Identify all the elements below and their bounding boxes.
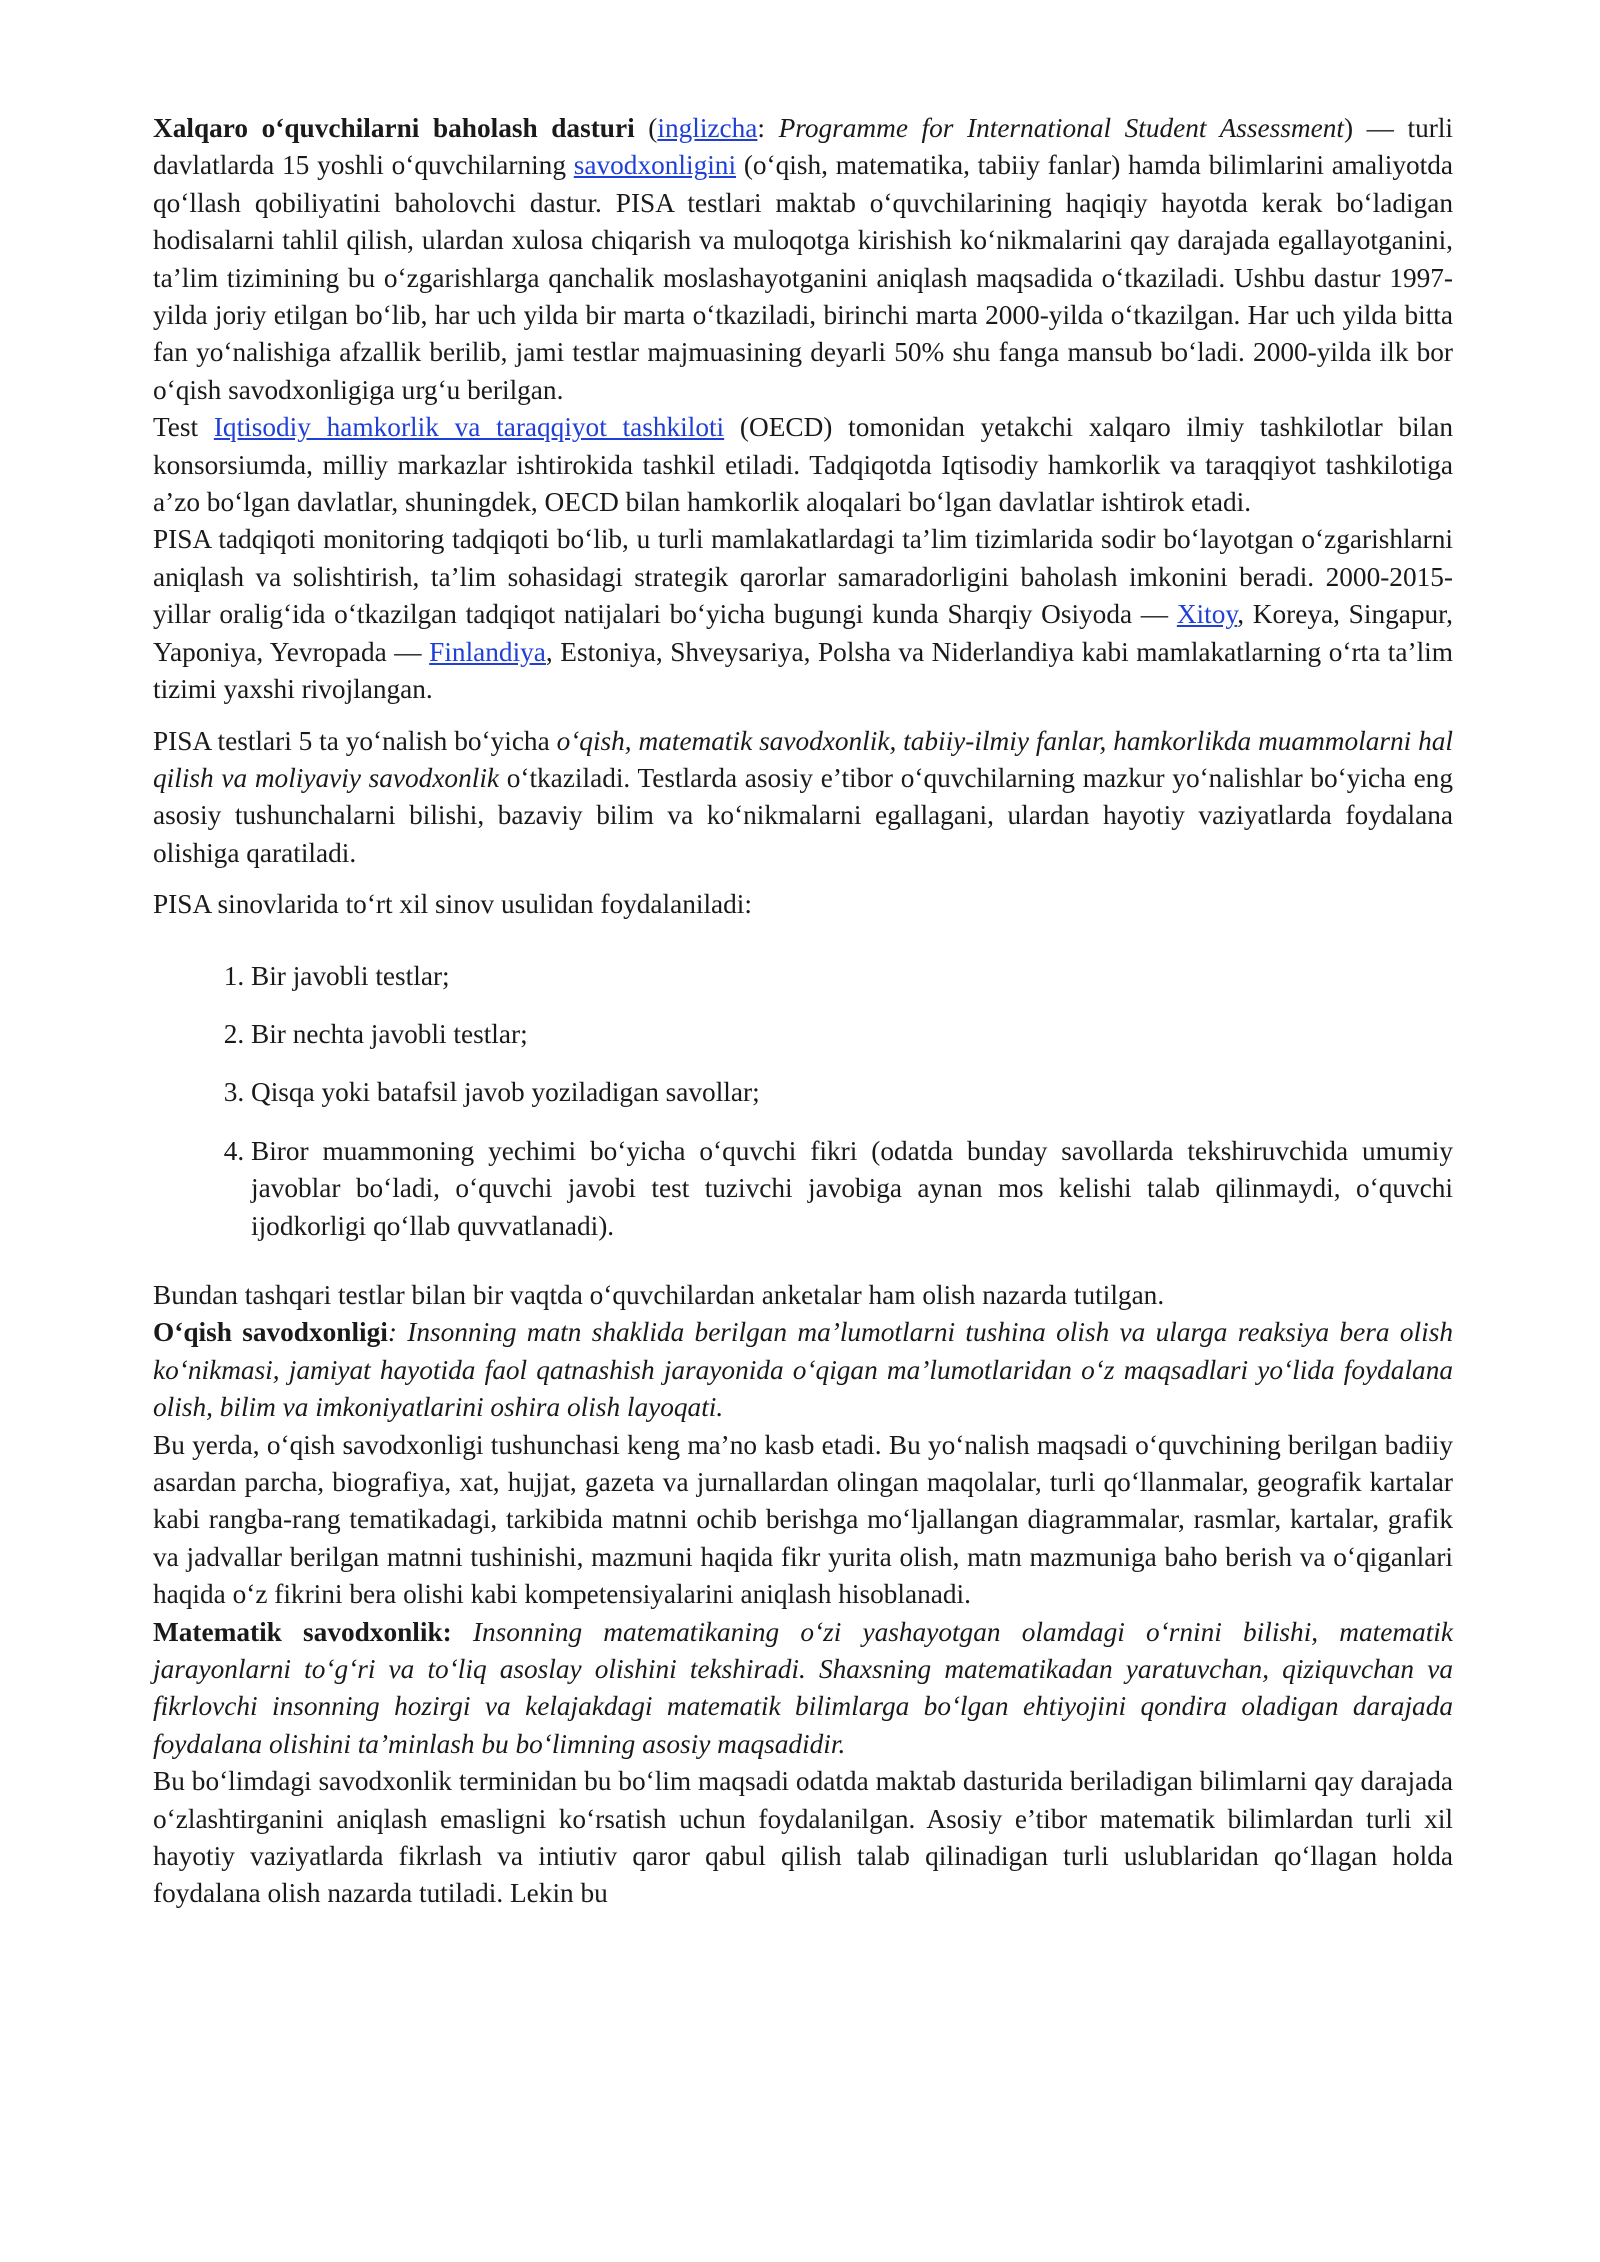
term-reading-literacy: O‘qish savodxonligi [153,1317,388,1348]
paragraph-reading-details: Bu yerda, o‘qish savodxonligi tushunchasi keng ma’no kasb etadi. Bu yo‘nalish maqsadi o‘quvchining berilgan badiiy asardan parcha, biografiya, xat, hujjat, gazeta va jurnallardan olingan maqolalar, turli qo‘llanmalar, geografik kartalar kabi rangba-rang tematikadagi, tarkibida matnni ochib berishga mo‘ljallangan diagrammalar, rasmlar, kartalar, grafik va jadvallar berilgan matnni tushinishi, mazmuni haqida fikr yurita olish, matn mazmuniga baho berish va o‘qiganlari haqida o‘z fikrini bera olishi kabi kompetensiyalarini aniqlash hisoblanadi. [153,1429,1453,1610]
text-span: : [757,113,779,143]
methods-list [153,958,1453,1245]
paragraph-reading-literacy [153,1314,1453,1426]
paragraph-methods-intro: PISA sinovlarida to‘rt xil sinov usulidan foydalaniladi: [153,889,752,920]
text-span: (OECD) tomonidan yetakchi xalqaro ilmiy tashkilotlar bilan konsorsiumda, milliy markazlar ishtirokida tashkil etiladi. Tadqiqotda Iqtisodiy hamkorlik va taraqqiyot tashkilotiga a’zo bo‘lgan davlatlar, shuningdek, OECD bilan hamkorlik aloqalari bo‘lgan davlatlar ishtirok etadi. [153,412,1453,518]
list-item: 1. Bir javobli testlar; [251,958,1453,995]
list-item: 3. Qisqa yoki batafsil javob yoziladigan savollar; [251,1074,1453,1111]
paragraph-monitoring [153,521,1453,708]
english-name: Programme for International Student Assessment [778,113,1344,143]
link-oecd[interactable]: Iqtisodiy hamkorlik va taraqqiyot tashkiloti [213,412,725,443]
paragraph-areas [153,723,1453,873]
paragraph-math-literacy [153,1614,1453,1764]
article-title: Xalqaro o‘quvchilarni baholash dasturi [153,113,635,143]
paragraph-oecd [153,409,1453,521]
text-span: o‘tkaziladi. Testlarda asosiy e’tibor o‘quvchilarning mazkur yo‘nalishlar bo‘yicha eng asosiy tushunchalarni bilishi, bazaviy bilim va ko‘nikmalarni egallagani, ulardan hayotiy vaziyatlarda foydalana olishiga qaratiladi. [153,762,1453,868]
link-inglizcha[interactable]: inglizcha [657,113,758,143]
text-span: ( [634,113,658,143]
paragraph-intro [153,110,1453,409]
link-xitoy[interactable]: Xitoy [1176,599,1238,630]
term-math-literacy: Matematik savodxonlik: [153,1616,452,1647]
paragraph-questionnaires: Bundan tashqari testlar bilan bir vaqtda o‘quvchilardan anketalar ham olish nazarda tutilgan. [153,1279,1165,1310]
definition-reading-literacy: : Insonning matn shaklida berilgan ma’lumotlarni tushina olish va ularga reaksiya bera olish ko‘nikmasi, jamiyat hayotida faol qatnashish jarayonida o‘qigan ma’lumotlaridan o‘z maqsadlari yo‘lida foydalana olish, bilim va imkoniyatlarini oshira olish layoqati. [153,1317,1453,1423]
text-span: Test [153,412,214,443]
text-span: ) — turli davlatlarda 15 yoshli o‘quvchilarning [153,113,1453,181]
text-span: , Koreya, Singapur, Yaponiya, Yevropada — [153,599,1453,667]
text-span: (o‘qish, matematika, tabiiy fanlar) hamda bilimlarini amaliyotda qo‘llash qobiliyatini baholovchi dastur. PISA testlari maktab o‘quvchilarining haqiqiy hayotda kerak bo‘ladigan hodisalarni tahlil qilish, ulardan xulosa chiqarish va muloqotga kirishish ko‘nikmalarini qay darajada egallayotganini, ta’lim tizimining bu o‘zgarishlarga qanchalik moslashayotganini aniqlash maqsadida o‘tkaziladi. Ushbu dastur 1997-yilda joriy etilgan bo‘lib, har uch yilda bir marta o‘tkaziladi, birinchi marta 2000-yilda o‘tkazilgan. Har uch yilda bitta fan yo‘nalishiga afzallik berilib, jami testlar majmuasining deyarli 50% shu fanga mansub bo‘ladi. 2000-yilda ilk bor o‘qish savodxonligiga urg‘u berilgan. [153,150,1453,405]
link-savodxonligini[interactable]: savodxonligini [573,150,737,181]
text-span: , Estoniya, Shveysariya, Polsha va Niderlandiya kabi mamlakatlarning o‘rta ta’lim tizimi yaxshi rivojlangan. [153,636,1453,705]
text-span: PISA tadqiqoti monitoring tadqiqoti bo‘lib, u turli mamlakatlardagi ta’lim tizimlarida sodir bo‘layotgan o‘zgarishlarni aniqlash va solishtirish, ta’lim sohasidagi strategik qarorlar samaradorligini baholash imkonini beradi. 2000-2015-yillar oralig‘ida o‘tkazilgan tadqiqot natijalari bo‘yicha bugungi kunda Sharqiy Osiyoda — [153,524,1453,630]
areas-list: o‘qish, matematik savodxonlik, tabiiy-ilmiy fanlar, hamkorlikda muammolarni hal qilish va moliyaviy savodxonlik [153,725,1453,793]
definition-math-literacy: Insonning matematikaning o‘zi yashayotgan olamdagi o‘rnini bilishi, matematik jarayonlarni to‘g‘ri va to‘liq asoslay olishini tekshiradi. Shaxsning matematikadan yaratuvchan, qiziquvchan va fikrlovchi insonning hozirgi va kelajakdagi matematik bilimlarga bo‘lgan ehtiyojini qondira oladigan darajada foydalana olishini ta’minlash bu bo‘limning asosiy maqsadidir. [153,1616,1454,1759]
link-finlandiya[interactable]: Finlandiya [429,636,546,667]
list-item: 2. Bir nechta javobli testlar; [251,1016,1453,1053]
text-span: PISA testlari 5 ta yo‘nalish bo‘yicha [153,725,557,756]
list-item: 4. Biror muammoning yechimi bo‘yicha o‘quvchi fikri (odatda bunday savollarda tekshiruvchida umumiy javoblar bo‘ladi, o‘quvchi javobi test tuzivchi javobiga aynan mos kelishi talab qilinmaydi, o‘quvchi ijodkorligi qo‘llab quvvatlanadi). [251,1133,1453,1245]
paragraph-math-details: Bu bo‘limdagi savodxonlik terminidan bu bo‘lim maqsadi odatda maktab dasturida beriladigan bilimlarni qay darajada o‘zlashtirganini aniqlash emasligni ko‘rsatish uchun foydalanilgan. Asosiy e’tibor matematik bilimlardan turli xil hayotiy vaziyatlarda fikrlash va intiutiv qaror qabul qilish talab qilinadigan turli uslublaridan qo‘llagan holda foydalana olish nazarda tutiladi. Lekin bu [153,1766,1453,1909]
document-page [153,110,1453,1913]
